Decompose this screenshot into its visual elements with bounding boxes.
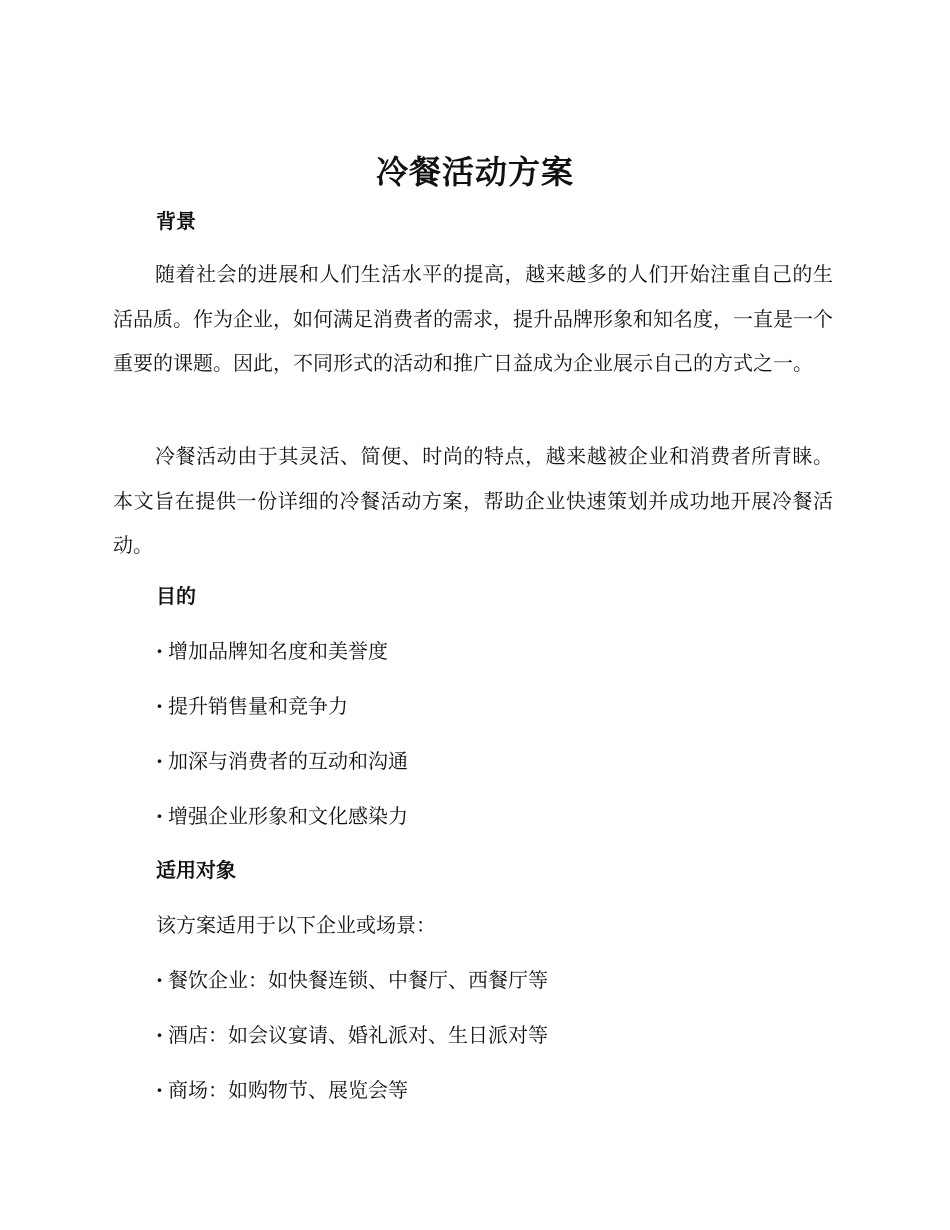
- bullet-mark: ·: [156, 1023, 163, 1047]
- bullet-mark: ·: [156, 804, 163, 828]
- audience-list-item: [156, 966, 548, 994]
- purpose-list-item: [156, 802, 408, 830]
- bullet-mark: ·: [156, 694, 163, 718]
- audience-list-item: [156, 1021, 548, 1049]
- audience-list-item: [156, 1076, 408, 1104]
- purpose-list-item: [156, 747, 408, 775]
- audience-intro: 该方案适用于以下企业或场景：: [156, 913, 436, 937]
- purpose-item-text: 增强企业形象和文化感染力: [168, 804, 408, 828]
- bullet-mark: ·: [156, 639, 163, 663]
- section-heading-purpose: 目的: [156, 584, 196, 608]
- purpose-item-text: 增加品牌知名度和美誉度: [168, 639, 388, 663]
- background-paragraph-2: 冷餐活动由于其灵活、简便、时尚的特点，越来越被企业和消费者所青睐。本文旨在提供一份详细的冷餐活动方案，帮助企业快速策划并成功地开展冷餐活动。: [113, 444, 833, 557]
- purpose-item-text: 提升销售量和竞争力: [168, 694, 348, 718]
- purpose-item-text: 加深与消费者的互动和沟通: [168, 749, 408, 773]
- audience-item-text: 商场：如购物节、展览会等: [168, 1078, 408, 1102]
- bullet-mark: ·: [156, 749, 163, 773]
- purpose-list-item: [156, 692, 348, 720]
- audience-item-text: 酒店：如会议宴请、婚礼派对、生日派对等: [168, 1023, 548, 1047]
- document-title: 冷餐活动方案: [375, 153, 574, 191]
- audience-item-text: 餐饮企业：如快餐连锁、中餐厅、西餐厅等: [168, 968, 548, 992]
- bullet-mark: ·: [156, 1078, 163, 1102]
- section-heading-background: 背景: [156, 209, 196, 233]
- background-paragraph-1: 随着社会的进展和人们生活水平的提高，越来越多的人们开始注重自己的生活品质。作为企业，如何满足消费者的需求，提升品牌形象和知名度，一直是一个重要的课题。因此，不同形式的活动和推广日益成为企业展示自己的方式之一。: [113, 262, 833, 375]
- section-heading-audience: 适用对象: [156, 858, 236, 882]
- purpose-list-item: [156, 637, 388, 665]
- bullet-mark: ·: [156, 968, 163, 992]
